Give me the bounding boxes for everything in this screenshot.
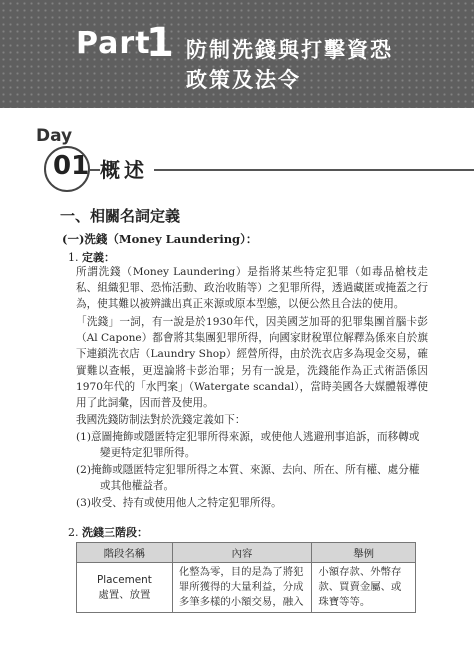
stage-name-en: Placement <box>97 573 152 586</box>
list-item: (1)意圖掩飾或隱匿特定犯罪所得來源，或使他人逃避刑事追訴，而移轉或變更特定犯罪所得。 <box>76 431 420 460</box>
item-2-heading <box>68 524 148 540</box>
item-1-number: 1. <box>68 251 79 264</box>
list-item: (3)收受、持有或使用他人之特定犯罪所得。 <box>76 497 282 509</box>
part-header-band <box>0 0 474 108</box>
stage-example-cell: 小額存款、外幣存款、買賣金屬、或珠寶等等。 <box>312 563 416 613</box>
table-header-example: 舉例 <box>312 543 416 563</box>
item-2-label: 洗錢三階段： <box>82 526 148 539</box>
part-label: Part <box>76 26 151 61</box>
table-row <box>77 563 416 613</box>
stage-content-cell: 化整為零，目的是為了將犯罪所獲得的大量利益，分成多筆多樣的小額交易，融入 <box>172 563 312 613</box>
item-1-heading <box>68 249 115 265</box>
stage-name-zh: 處置、放置 <box>98 588 151 601</box>
day-title: 概述 <box>100 154 154 183</box>
part-title-line-2: 政策及法令 <box>186 68 301 92</box>
part-number: 1 <box>146 20 174 66</box>
list-item: (2)掩飾或隱匿特定犯罪所得之本質、來源、去向、所在、所有權、處分權或其他權益者。 <box>76 464 420 493</box>
table-header-row <box>77 543 416 563</box>
section-heading: 一、相關名詞定義 <box>60 207 181 225</box>
day-label: Day <box>36 126 73 146</box>
table-header-stage: 階段名稱 <box>77 543 173 563</box>
item-2-number: 2. <box>68 526 79 539</box>
day-number: 01 <box>53 151 90 181</box>
definition-paragraph-2: 「洗錢」一詞，有一說是於1930年代，因美國芝加哥的犯罪集團首腦卡彭（Al Capone）都會將其集團犯罪所得，向國家財稅單位解釋為係來自於旗下連鎖洗衣店（Laundry Shop）經營所得，由於洗衣店多為現金交易，確實難以查帳，更遑論將卡彭治罪；另有一說是，洗錢能作為正式術語係因1970年代的「水門案」（Watergate scandal），當時美國各大媒體報導使用了此詞彙，因而普及使用。 <box>76 316 428 410</box>
item-1-label: 定義： <box>82 251 115 264</box>
laundering-stages-table <box>76 542 416 613</box>
part-title-line-1: 防制洗錢與打擊資恐 <box>186 38 393 62</box>
subsection-heading: (一)洗錢（Money Laundering）： <box>62 232 258 246</box>
definition-paragraph-3: 我國洗錢防制法對於洗錢定義如下： <box>76 414 246 426</box>
stage-name-cell <box>77 563 173 613</box>
table-header-content: 內容 <box>172 543 312 563</box>
definition-paragraph-1: 所謂洗錢（Money Laundering）是指將某些特定犯罪（如毒品槍枝走私、組織犯罪、恐怖活動、政治收賄等）之犯罪所得，透過藏匿或掩蓋之行為，使其難以被辨識出真正來源或原本型態，以便公然且合法的使用。 <box>76 266 428 311</box>
